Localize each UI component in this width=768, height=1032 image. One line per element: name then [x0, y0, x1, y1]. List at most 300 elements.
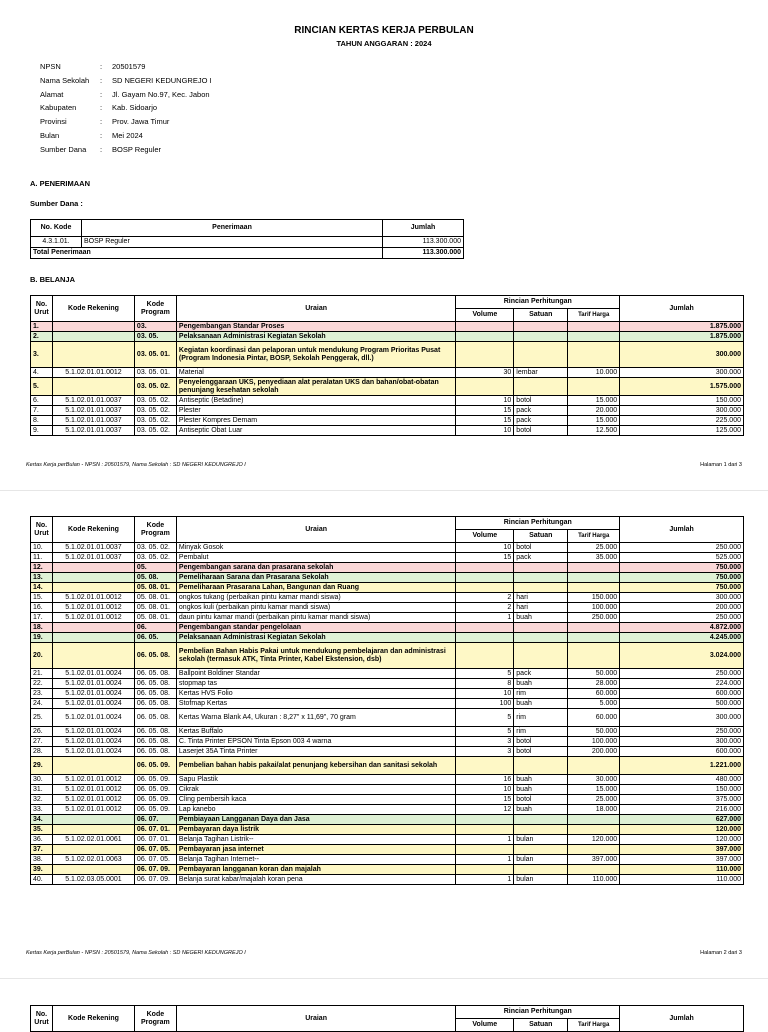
cell-jumlah: 500.000: [620, 699, 744, 709]
table-row: [31, 737, 744, 747]
cell-kode-rekening: 5.1.02.01.01.0024: [52, 737, 134, 747]
cell-kode-rekening: 5.1.02.01.01.0037: [52, 416, 134, 426]
cell-uraian: Cling pembersih kaca: [176, 795, 455, 805]
cell-kode-rekening: 5.1.02.01.01.0012: [52, 795, 134, 805]
cell-kode-rekening: 5.1.02.01.01.0012: [52, 785, 134, 795]
cell-no: 5.: [31, 378, 53, 396]
table-row: [31, 332, 744, 342]
header-volume: Volume: [456, 309, 514, 322]
belanja-table-page2: [30, 516, 744, 885]
cell-volume: 30: [456, 368, 514, 378]
cell-tarif: [568, 623, 620, 633]
cell-tarif: [568, 815, 620, 825]
info-key: Nama Sekolah: [40, 75, 90, 85]
info-key: Alamat: [40, 89, 64, 99]
header-rincian: Rincian Perhitungan: [456, 296, 620, 309]
header-kode-program: Kode Program: [134, 517, 176, 543]
cell-kode-program: 05.: [134, 563, 176, 573]
cell-tarif: 18.000: [568, 805, 620, 815]
cell-uraian: ongkos kuli (perbaikan pintu kamar mandi siswa): [176, 603, 455, 613]
cell-satuan: botol: [514, 543, 568, 553]
info-colon: :: [100, 62, 103, 71]
cell-jumlah: 200.000: [620, 603, 744, 613]
cell-kode-rekening: 5.1.02.01.01.0037: [52, 406, 134, 416]
cell-satuan: bulan: [514, 855, 568, 865]
cell-kode-rekening: 5.1.02.01.01.0012: [52, 603, 134, 613]
header-kode-program: Kode Program: [134, 1006, 176, 1032]
info-row: [40, 62, 212, 76]
info-colon: :: [100, 75, 103, 85]
cell-satuan: rim: [514, 689, 568, 699]
cell-kode-program: 05. 08. 01.: [134, 603, 176, 613]
cell-tarif: 25.000: [568, 543, 620, 553]
cell-kode-program: 05. 08. 01.: [134, 593, 176, 603]
cell-no: 33.: [31, 805, 53, 815]
cell-tarif: 5.000: [568, 699, 620, 709]
info-value: BOSP Reguler: [112, 144, 162, 154]
cell-satuan: bulan: [514, 835, 568, 845]
table-row: [31, 406, 744, 416]
cell-no: 17.: [31, 613, 53, 623]
cell-jumlah: 600.000: [620, 747, 744, 757]
cell-jumlah: 150.000: [620, 785, 744, 795]
cell-jumlah: 750.000: [620, 583, 744, 593]
cell-kode-rekening: 5.1.02.01.01.0012: [52, 593, 134, 603]
cell-uraian: Antiseptic (Betadine): [176, 396, 455, 406]
cell-volume: 1: [456, 875, 514, 885]
cell-no: 13.: [31, 573, 53, 583]
cell-jumlah: 1.875.000: [620, 322, 744, 332]
cell-volume: 10: [456, 426, 514, 436]
cell-kode-rekening: 5.1.02.01.01.0037: [52, 396, 134, 406]
cell-no: 36.: [31, 835, 53, 845]
cell-no: 2.: [31, 332, 53, 342]
cell-uraian: Pembelian bahan habis pakai/alat penunjang kebersihan dan sanitasi sekolah: [176, 757, 455, 775]
cell-volume: 1: [456, 855, 514, 865]
cell-kode-rekening: [52, 643, 134, 669]
info-row: [40, 76, 212, 90]
cell-jumlah: 3.024.000: [620, 643, 744, 669]
cell-no: 34.: [31, 815, 53, 825]
cell-tarif: [568, 643, 620, 669]
cell-kode-rekening: [52, 583, 134, 593]
cell-volume: [456, 573, 514, 583]
header-kode-rekening: Kode Rekening: [52, 1006, 134, 1032]
cell-uraian: Lap kanebo: [176, 805, 455, 815]
cell-no: 29.: [31, 757, 53, 775]
cell-kode-rekening: [52, 563, 134, 573]
cell-tarif: [568, 845, 620, 855]
table-row: [31, 835, 744, 845]
cell-volume: 5: [456, 669, 514, 679]
header-satuan: Satuan: [514, 530, 568, 543]
document-title: RINCIAN KERTAS KERJA PERBULAN: [294, 25, 474, 36]
cell-tarif: [568, 563, 620, 573]
header-no-urut: No. Urut: [31, 517, 53, 543]
cell-tarif: 100.000: [568, 603, 620, 613]
cell-satuan: pack: [514, 669, 568, 679]
table-row: [31, 727, 744, 737]
cell-volume: 3: [456, 747, 514, 757]
cell-uraian: ongkos tukang (perbaikan pintu kamar mandi siswa): [176, 593, 455, 603]
cell-satuan: bulan: [514, 875, 568, 885]
cell-uraian: Cikrak: [176, 785, 455, 795]
cell-satuan: botol: [514, 737, 568, 747]
info-key: Bulan: [40, 130, 60, 140]
cell-kode-program: 06. 05. 08.: [134, 669, 176, 679]
cell-jumlah: 375.000: [620, 795, 744, 805]
cell-uraian: Laserjet 35A Tinta Printer: [176, 747, 455, 757]
cell-tarif: 150.000: [568, 593, 620, 603]
cell-uraian: Belanja surat kabar/majalah koran pena: [176, 875, 455, 885]
cell-no: 7.: [31, 406, 53, 416]
cell-kode-program: 03. 05. 02.: [134, 416, 176, 426]
cell-kode-program: 06. 07. 09.: [134, 875, 176, 885]
cell-tarif: [568, 322, 620, 332]
cell-kode-rekening: 5.1.02.01.01.0024: [52, 727, 134, 737]
cell-uraian: Ballpoint Boldiner Standar: [176, 669, 455, 679]
table-row: [31, 757, 744, 775]
cell-kode-rekening: 5.1.02.01.01.0037: [52, 426, 134, 436]
table-row: [31, 805, 744, 815]
cell-tarif: 30.000: [568, 775, 620, 785]
cell-no: 8.: [31, 416, 53, 426]
table-row: [31, 865, 744, 875]
cell-volume: 16: [456, 775, 514, 785]
cell-jumlah: 110.000: [620, 865, 744, 875]
cell-no: 6.: [31, 396, 53, 406]
cell-tarif: 15.000: [568, 785, 620, 795]
cell-satuan: [514, 342, 568, 368]
cell-kode-program: 05. 08. 01.: [134, 613, 176, 623]
header-kode-rekening: Kode Rekening: [52, 296, 134, 322]
cell-uraian: Belanja Tagihan Listrik--: [176, 835, 455, 845]
table-row: [31, 573, 744, 583]
cell-kode-program: 06. 05. 08.: [134, 727, 176, 737]
cell-volume: 10: [456, 785, 514, 795]
cell-no: 37.: [31, 845, 53, 855]
cell-uraian: Pembiayaan Langganan Daya dan Jasa: [176, 815, 455, 825]
cell-satuan: [514, 378, 568, 396]
cell-jumlah: 750.000: [620, 573, 744, 583]
cell-jumlah: 300.000: [620, 406, 744, 416]
cell-kode-program: 06. 05. 08.: [134, 699, 176, 709]
cell-jumlah: 397.000: [620, 845, 744, 855]
cell-no: 35.: [31, 825, 53, 835]
cell-kode-program: 03. 05. 02.: [134, 378, 176, 396]
cell-satuan: pack: [514, 553, 568, 563]
header-kode-program: Kode Program: [134, 296, 176, 322]
cell-volume: [456, 332, 514, 342]
cell-jumlah: 627.000: [620, 815, 744, 825]
cell-tarif: 50.000: [568, 727, 620, 737]
cell-kode-program: 06.: [134, 623, 176, 633]
cell-volume: 1: [456, 613, 514, 623]
header-jumlah: Jumlah: [620, 517, 744, 543]
cell-volume: 10: [456, 543, 514, 553]
footer-left-page1: Kertas Kerja perBulan - NPSN : 20501579, Nama Sekolah : SD NEGERI KEDUNGREJO I: [26, 462, 246, 468]
cell-satuan: buah: [514, 699, 568, 709]
cell-no: 40.: [31, 875, 53, 885]
cell-volume: 10: [456, 396, 514, 406]
header-tarif: Tarif Harga: [568, 1019, 620, 1032]
page-divider: [0, 490, 768, 491]
cell-jumlah: 4.245.000: [620, 633, 744, 643]
cell-kode-program: 06. 05. 08.: [134, 737, 176, 747]
cell-kode-program: 06. 07. 01.: [134, 835, 176, 845]
header-uraian: Uraian: [176, 517, 455, 543]
cell-kode-rekening: 5.1.02.02.01.0061: [52, 835, 134, 845]
info-colon: :: [100, 89, 103, 99]
table-row: [31, 633, 744, 643]
cell-jumlah: 397.000: [620, 855, 744, 865]
cell-uraian: Pembayaran daya listrik: [176, 825, 455, 835]
cell-no: 26.: [31, 727, 53, 737]
table-row: [31, 643, 744, 669]
table-row: [31, 322, 744, 332]
info-colon: :: [100, 144, 103, 154]
header-jumlah: Jumlah: [620, 1006, 744, 1032]
cell-kode-rekening: 5.1.02.01.01.0024: [52, 689, 134, 699]
header-tarif: Tarif Harga: [568, 309, 620, 322]
cell-kode-program: 06. 05. 09.: [134, 805, 176, 815]
cell-satuan: [514, 332, 568, 342]
cell-kode-rekening: [52, 573, 134, 583]
cell-tarif: [568, 757, 620, 775]
table-row: [31, 368, 744, 378]
cell-tarif: 25.000: [568, 795, 620, 805]
cell-volume: 10: [456, 689, 514, 699]
cell-volume: [456, 322, 514, 332]
belanja-table-page1: [30, 295, 744, 436]
cell-kode-rekening: 5.1.02.01.01.0024: [52, 679, 134, 689]
cell-tarif: 110.000: [568, 875, 620, 885]
cell-no: 16.: [31, 603, 53, 613]
cell-no: 22.: [31, 679, 53, 689]
cell-kode-rekening: [52, 825, 134, 835]
cell-no: 38.: [31, 855, 53, 865]
info-value: Kab. Sidoarjo: [112, 103, 158, 113]
cell-kode-program: 06. 07.: [134, 815, 176, 825]
header-volume: Volume: [456, 530, 514, 543]
cell-kode-program: 06. 07. 05.: [134, 845, 176, 855]
belanja-table-page3: [30, 1005, 744, 1032]
table-row: [31, 699, 744, 709]
cell-volume: 100: [456, 699, 514, 709]
cell-uraian: Pelaksanaan Administrasi Kegiatan Sekolah: [176, 332, 455, 342]
penerimaan-nama: BOSP Reguler: [82, 237, 383, 248]
cell-jumlah: 216.000: [620, 805, 744, 815]
cell-satuan: botol: [514, 396, 568, 406]
cell-tarif: 28.000: [568, 679, 620, 689]
cell-no: 10.: [31, 543, 53, 553]
cell-kode-rekening: [52, 845, 134, 855]
cell-satuan: rim: [514, 727, 568, 737]
cell-volume: [456, 378, 514, 396]
table-row: [31, 689, 744, 699]
cell-jumlah: 750.000: [620, 563, 744, 573]
cell-kode-rekening: 5.1.02.01.01.0037: [52, 553, 134, 563]
cell-tarif: 120.000: [568, 835, 620, 845]
cell-uraian: Pembayaran langganan koran dan majalah: [176, 865, 455, 875]
cell-volume: 5: [456, 727, 514, 737]
cell-kode-rekening: 5.1.02.01.01.0024: [52, 699, 134, 709]
cell-volume: [456, 633, 514, 643]
cell-no: 14.: [31, 583, 53, 593]
cell-satuan: [514, 865, 568, 875]
table-row: [31, 603, 744, 613]
cell-kode-program: 03. 05. 02.: [134, 543, 176, 553]
footer-left-page2: Kertas Kerja perBulan - NPSN : 20501579, Nama Sekolah : SD NEGERI KEDUNGREJO I: [26, 950, 246, 956]
cell-jumlah: 120.000: [620, 825, 744, 835]
cell-satuan: buah: [514, 785, 568, 795]
cell-volume: 15: [456, 553, 514, 563]
cell-uraian: daun pintu kamar mandi (perbaikan pintu kamar mandi siswa): [176, 613, 455, 623]
info-key: Sumber Dana: [40, 144, 87, 154]
cell-tarif: [568, 583, 620, 593]
cell-jumlah: 250.000: [620, 669, 744, 679]
cell-kode-program: 03. 05. 02.: [134, 396, 176, 406]
cell-jumlah: 120.000: [620, 835, 744, 845]
table-row: [31, 342, 744, 368]
cell-jumlah: 125.000: [620, 426, 744, 436]
cell-tarif: 50.000: [568, 669, 620, 679]
cell-no: 12.: [31, 563, 53, 573]
cell-satuan: [514, 757, 568, 775]
cell-satuan: rim: [514, 709, 568, 727]
cell-volume: 1: [456, 835, 514, 845]
cell-volume: [456, 825, 514, 835]
footer-page-number-2: Halaman 2 dari 3: [700, 950, 742, 956]
cell-no: 30.: [31, 775, 53, 785]
cell-uraian: Pembelian Bahan Habis Pakai untuk mendukung pembelajaran dan administrasi sekolah (termasuk ATK, Tinta Printer, Kabel Ekstension, dsb): [176, 643, 455, 669]
cell-kode-rekening: [52, 332, 134, 342]
cell-jumlah: 224.000: [620, 679, 744, 689]
cell-volume: [456, 643, 514, 669]
table-row: [31, 855, 744, 865]
cell-uraian: Pengembangan Standar Proses: [176, 322, 455, 332]
cell-tarif: 200.000: [568, 747, 620, 757]
cell-kode-rekening: 5.1.02.01.01.0024: [52, 709, 134, 727]
cell-jumlah: 1.221.000: [620, 757, 744, 775]
cell-kode-program: 03.: [134, 322, 176, 332]
cell-kode-program: 06. 05. 08.: [134, 747, 176, 757]
cell-jumlah: 110.000: [620, 875, 744, 885]
cell-no: 39.: [31, 865, 53, 875]
table-row: [31, 815, 744, 825]
cell-kode-program: 06. 05. 08.: [134, 679, 176, 689]
cell-satuan: botol: [514, 795, 568, 805]
cell-no: 3.: [31, 342, 53, 368]
table-row: [31, 845, 744, 855]
table-row: [31, 623, 744, 633]
cell-kode-program: 06. 05. 08.: [134, 689, 176, 699]
table-row: [31, 378, 744, 396]
info-row: [40, 145, 212, 159]
cell-kode-program: 06. 05. 09.: [134, 795, 176, 805]
cell-tarif: [568, 573, 620, 583]
cell-satuan: [514, 643, 568, 669]
cell-satuan: [514, 322, 568, 332]
cell-no: 21.: [31, 669, 53, 679]
cell-jumlah: 250.000: [620, 543, 744, 553]
cell-kode-rekening: 5.1.02.01.01.0024: [52, 747, 134, 757]
cell-satuan: botol: [514, 747, 568, 757]
cell-satuan: buah: [514, 805, 568, 815]
cell-jumlah: 150.000: [620, 396, 744, 406]
info-row: [40, 103, 212, 117]
info-key: Provinsi: [40, 117, 67, 127]
cell-no: 19.: [31, 633, 53, 643]
cell-kode-rekening: 5.1.02.01.01.0024: [52, 669, 134, 679]
cell-jumlah: 525.000: [620, 553, 744, 563]
cell-tarif: [568, 633, 620, 643]
cell-tarif: 20.000: [568, 406, 620, 416]
cell-kode-rekening: 5.1.02.03.05.0001: [52, 875, 134, 885]
info-value: 20501579: [112, 62, 146, 71]
info-key: Kabupaten: [40, 103, 77, 113]
cell-tarif: 250.000: [568, 613, 620, 623]
cell-kode-program: 03. 05. 02.: [134, 406, 176, 416]
penerimaan-kode: 4.3.1.01.: [31, 237, 82, 248]
cell-no: 27.: [31, 737, 53, 747]
info-row: [40, 117, 212, 131]
info-colon: :: [100, 103, 103, 113]
cell-uraian: stopmap tas: [176, 679, 455, 689]
info-colon: :: [100, 117, 103, 127]
table-row: [31, 825, 744, 835]
cell-jumlah: 1.575.000: [620, 378, 744, 396]
cell-volume: [456, 815, 514, 825]
cell-volume: [456, 865, 514, 875]
cell-kode-rekening: 5.1.02.01.01.0012: [52, 775, 134, 785]
cell-no: 25.: [31, 709, 53, 727]
cell-satuan: hari: [514, 603, 568, 613]
header-uraian: Uraian: [176, 296, 455, 322]
cell-kode-rekening: [52, 623, 134, 633]
sumber-dana-label: Sumber Dana :: [30, 199, 83, 208]
cell-uraian: Plester: [176, 406, 455, 416]
cell-no: 1.: [31, 322, 53, 332]
cell-kode-rekening: [52, 865, 134, 875]
cell-satuan: hari: [514, 593, 568, 603]
cell-kode-program: 06. 05. 08.: [134, 643, 176, 669]
cell-satuan: botol: [514, 426, 568, 436]
cell-volume: 15: [456, 416, 514, 426]
cell-uraian: Penyelenggaraan UKS, penyediaan alat peralatan UKS dan bahan/obat-obatan penunjang kesehatan sekolah: [176, 378, 455, 396]
cell-uraian: Pembayaran jasa internet: [176, 845, 455, 855]
info-value: Prov. Jawa Timur: [112, 117, 170, 127]
cell-satuan: [514, 825, 568, 835]
cell-jumlah: 480.000: [620, 775, 744, 785]
table-row: [31, 583, 744, 593]
header-penerimaan: Penerimaan: [82, 220, 383, 237]
cell-uraian: Antiseptic Obat Luar: [176, 426, 455, 436]
cell-satuan: [514, 573, 568, 583]
cell-volume: [456, 583, 514, 593]
header-volume: Volume: [456, 1019, 514, 1032]
document-subtitle: TAHUN ANGGARAN : 2024: [336, 39, 432, 48]
cell-jumlah: 300.000: [620, 593, 744, 603]
cell-no: 23.: [31, 689, 53, 699]
cell-tarif: [568, 865, 620, 875]
cell-volume: 15: [456, 406, 514, 416]
page-divider: [0, 978, 768, 979]
table-row: [31, 593, 744, 603]
cell-kode-program: 06. 05. 08.: [134, 709, 176, 727]
cell-kode-program: 06. 05. 09.: [134, 775, 176, 785]
section-penerimaan-title: A. PENERIMAAN: [30, 179, 91, 188]
